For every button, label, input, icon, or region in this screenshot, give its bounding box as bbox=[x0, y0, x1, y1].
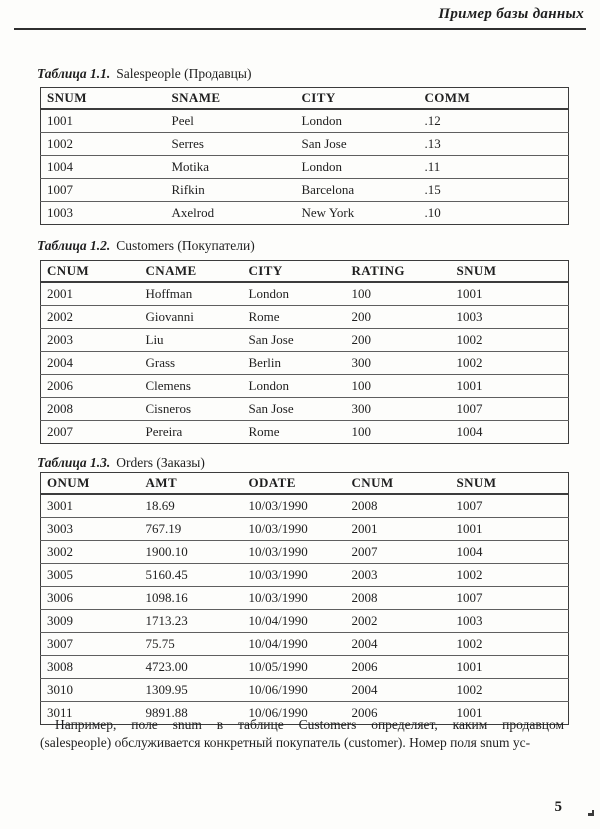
page-number: 5 bbox=[554, 799, 562, 815]
table-row bbox=[41, 306, 569, 329]
table-cell: 3010 bbox=[41, 679, 140, 702]
table-cell: 10/03/1990 bbox=[243, 564, 346, 587]
table-row bbox=[41, 564, 569, 587]
table-cell: 2007 bbox=[47, 424, 73, 439]
column-header: RATING bbox=[346, 261, 451, 283]
table-cell: 5160.45 bbox=[140, 564, 243, 587]
table-1-caption-label: Таблица 1.1. bbox=[37, 66, 111, 81]
table-cell: 2001 bbox=[41, 282, 140, 306]
table-cell: 1098.16 bbox=[140, 587, 243, 610]
table-cell: 1002 bbox=[451, 329, 569, 352]
table-cell: 1003 bbox=[47, 205, 73, 220]
table-cell: 100 bbox=[351, 424, 371, 439]
table-cell: 1001 bbox=[456, 705, 483, 720]
table-cell: 10/05/1990 bbox=[243, 656, 346, 679]
table-cell: 10/06/1990 bbox=[243, 679, 346, 702]
column-header: SNAME bbox=[166, 88, 296, 110]
table-cell: San Jose bbox=[243, 329, 346, 352]
table-header-row bbox=[41, 88, 569, 110]
table-cell: 1004 bbox=[41, 156, 166, 179]
table-cell: 1002 bbox=[451, 564, 569, 587]
table-cell: 9891.88 bbox=[145, 705, 188, 720]
table-cell: .10 bbox=[424, 205, 441, 220]
table-row bbox=[41, 421, 569, 444]
table-cell: 3007 bbox=[41, 633, 140, 656]
table-cell: 200 bbox=[346, 329, 451, 352]
table-cell: 3005 bbox=[41, 564, 140, 587]
table-cell: Peel bbox=[166, 109, 296, 133]
table-cell: Motika bbox=[166, 156, 296, 179]
table-cell: 3008 bbox=[41, 656, 140, 679]
table-cell: 1002 bbox=[41, 133, 166, 156]
table-cell: 1007 bbox=[451, 398, 569, 421]
table-3-caption-title: Orders (Заказы) bbox=[116, 455, 205, 470]
column-header: AMT bbox=[140, 473, 243, 495]
running-head: Пример базы данных bbox=[438, 6, 584, 22]
body-paragraph bbox=[40, 716, 564, 751]
table-row bbox=[41, 679, 569, 702]
column-header: CITY bbox=[243, 261, 346, 283]
table-cell: New York bbox=[301, 205, 355, 220]
table-cell: 3009 bbox=[41, 610, 140, 633]
table-cell: 10/04/1990 bbox=[243, 633, 346, 656]
table-cell: 3006 bbox=[41, 587, 140, 610]
table-cell: 1001 bbox=[451, 656, 569, 679]
table-cell: Berlin bbox=[243, 352, 346, 375]
table-cell: San Jose bbox=[243, 398, 346, 421]
table-row bbox=[41, 352, 569, 375]
table-cell: 2006 bbox=[346, 656, 451, 679]
table-row bbox=[41, 329, 569, 352]
table-cell: .15 bbox=[419, 179, 569, 202]
table-cell: Rome bbox=[248, 424, 280, 439]
table-cell: London bbox=[296, 109, 419, 133]
table-row bbox=[41, 633, 569, 656]
orders-table bbox=[40, 472, 569, 725]
table-cell: 1001 bbox=[451, 375, 569, 398]
table-cell: 2006 bbox=[41, 375, 140, 398]
table-cell: .13 bbox=[419, 133, 569, 156]
table-cell: Rome bbox=[243, 306, 346, 329]
column-header: CNAME bbox=[140, 261, 243, 283]
table-cell: 10/06/1990 bbox=[248, 705, 308, 720]
table-cell: .11 bbox=[419, 156, 569, 179]
table-1-caption bbox=[37, 66, 251, 82]
table-cell: 2007 bbox=[346, 541, 451, 564]
column-header: COMM bbox=[419, 88, 569, 110]
table-cell: 3001 bbox=[41, 494, 140, 518]
column-header: CITY bbox=[296, 88, 419, 110]
column-header: SNUM bbox=[41, 88, 166, 110]
table-2-caption bbox=[37, 238, 255, 254]
table-cell: 200 bbox=[346, 306, 451, 329]
table-2-caption-label: Таблица 1.2. bbox=[37, 238, 111, 253]
table-cell: 75.75 bbox=[140, 633, 243, 656]
paragraph-line-2: (salespeople) обслуживается конкретный покупатель (customer). Номер поля snum ус- bbox=[40, 734, 531, 750]
table-cell: 2003 bbox=[346, 564, 451, 587]
table-cell: 10/03/1990 bbox=[243, 518, 346, 541]
table-cell: 1007 bbox=[451, 494, 569, 518]
salespeople-table bbox=[40, 87, 569, 225]
table-row bbox=[41, 518, 569, 541]
paragraph-line-1: Например, поле snum в таблице Customers определяет, каким продавцом bbox=[55, 717, 564, 732]
table-row bbox=[41, 202, 569, 225]
table-cell: Barcelona bbox=[296, 179, 419, 202]
table-cell: Liu bbox=[140, 329, 243, 352]
table-row bbox=[41, 179, 569, 202]
table-row bbox=[41, 133, 569, 156]
table-cell: London bbox=[296, 156, 419, 179]
table-cell: 1001 bbox=[451, 518, 569, 541]
table-cell: 10/03/1990 bbox=[243, 494, 346, 518]
table-row bbox=[41, 109, 569, 133]
table-cell: Hoffman bbox=[140, 282, 243, 306]
column-header: CNUM bbox=[41, 261, 140, 283]
table-cell: 1713.23 bbox=[140, 610, 243, 633]
table-cell: 10/04/1990 bbox=[243, 610, 346, 633]
table-row bbox=[41, 398, 569, 421]
table-cell: 100 bbox=[346, 375, 451, 398]
table-cell: 2008 bbox=[346, 494, 451, 518]
column-header: CNUM bbox=[346, 473, 451, 495]
table-row bbox=[41, 610, 569, 633]
column-header: ONUM bbox=[41, 473, 140, 495]
table-row bbox=[41, 282, 569, 306]
table-cell: .12 bbox=[419, 109, 569, 133]
table-cell: 2006 bbox=[351, 705, 378, 720]
customers-table bbox=[40, 260, 569, 444]
table-cell: 3003 bbox=[41, 518, 140, 541]
table-cell: San Jose bbox=[296, 133, 419, 156]
table-cell: 1002 bbox=[451, 633, 569, 656]
table-cell: 4723.00 bbox=[140, 656, 243, 679]
table-cell: 1007 bbox=[451, 587, 569, 610]
table-cell: 1002 bbox=[451, 352, 569, 375]
table-row bbox=[41, 587, 569, 610]
table-row bbox=[41, 494, 569, 518]
table-header-row bbox=[41, 261, 569, 283]
table-cell: 767.19 bbox=[140, 518, 243, 541]
table-cell: Pereira bbox=[145, 424, 183, 439]
table-cell: 2008 bbox=[346, 587, 451, 610]
table-cell: 2003 bbox=[41, 329, 140, 352]
table-1-caption-title: Salespeople (Продавцы) bbox=[116, 66, 252, 81]
table-cell: Giovanni bbox=[140, 306, 243, 329]
table-cell: 2004 bbox=[346, 633, 451, 656]
table-cell: 1900.10 bbox=[140, 541, 243, 564]
table-cell: 300 bbox=[346, 352, 451, 375]
table-cell: 300 bbox=[346, 398, 451, 421]
table-cell: 1002 bbox=[451, 679, 569, 702]
table-cell: Axelrod bbox=[171, 205, 215, 220]
table-cell: Cisneros bbox=[140, 398, 243, 421]
table-2-caption-title: Customers (Покупатели) bbox=[116, 238, 255, 253]
column-header: SNUM bbox=[451, 261, 569, 283]
table-cell: 1004 bbox=[456, 424, 483, 439]
table-cell: 1007 bbox=[41, 179, 166, 202]
header-rule bbox=[14, 28, 586, 30]
table-cell: 3011 bbox=[47, 705, 73, 720]
table-cell: 10/03/1990 bbox=[243, 587, 346, 610]
table-header-row bbox=[41, 473, 569, 495]
table-cell: 1001 bbox=[451, 282, 569, 306]
table-row bbox=[41, 541, 569, 564]
table-cell: 3002 bbox=[41, 541, 140, 564]
table-cell: Rifkin bbox=[166, 179, 296, 202]
column-header: ODATE bbox=[243, 473, 346, 495]
table-cell: 2004 bbox=[41, 352, 140, 375]
column-header: SNUM bbox=[451, 473, 569, 495]
table-cell: Clemens bbox=[140, 375, 243, 398]
table-cell: 1003 bbox=[451, 306, 569, 329]
table-cell: 1004 bbox=[451, 541, 569, 564]
table-cell: 2002 bbox=[41, 306, 140, 329]
table-cell: 18.69 bbox=[140, 494, 243, 518]
table-cell: 10/03/1990 bbox=[243, 541, 346, 564]
table-cell: 100 bbox=[346, 282, 451, 306]
table-cell: 2008 bbox=[41, 398, 140, 421]
table-cell: London bbox=[243, 375, 346, 398]
table-cell: Grass bbox=[140, 352, 243, 375]
table-cell: 2004 bbox=[346, 679, 451, 702]
table-cell: Serres bbox=[166, 133, 296, 156]
table-3-caption-label: Таблица 1.3. bbox=[37, 455, 111, 470]
table-cell: London bbox=[243, 282, 346, 306]
table-cell: 2001 bbox=[346, 518, 451, 541]
table-cell: 1309.95 bbox=[140, 679, 243, 702]
table-row bbox=[41, 656, 569, 679]
table-row bbox=[41, 375, 569, 398]
scan-artifact bbox=[588, 813, 594, 816]
table-3-caption bbox=[37, 455, 205, 471]
table-cell: 1003 bbox=[451, 610, 569, 633]
table-cell: 2002 bbox=[346, 610, 451, 633]
table-cell: 1001 bbox=[41, 109, 166, 133]
table-row bbox=[41, 156, 569, 179]
